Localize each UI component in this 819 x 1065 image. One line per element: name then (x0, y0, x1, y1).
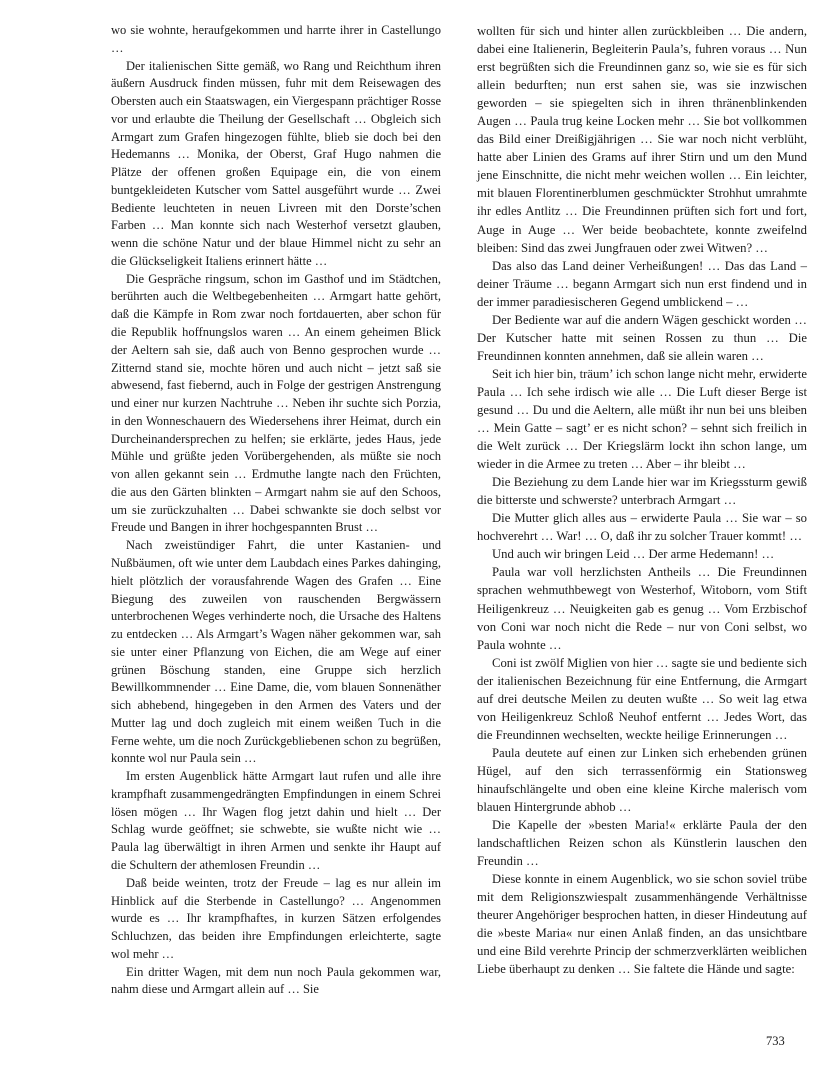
page-number: 733 (766, 1034, 785, 1048)
paragraph: Ein dritter Wagen, mit dem nun noch Paula gekommen war, nahm diese und Armgart allein auf … Sie (111, 964, 441, 997)
left-column (111, 22, 441, 999)
paragraph: Coni ist zwölf Miglien von hier … sagte sie und bediente sich der italienischen Bezeichnung für eine Entfernung, die Armgart auf drei deutsche Meilen zu deuten wußte … So weit lag etwa von Heiligenkreuz Schloß Neuhof entfernt … Jedes Wort, das die Freundinnen wechselten, weckte heilige Erinnerungen … (477, 655, 807, 742)
paragraph: wollten für sich und hinter allen zurückbleiben … Die andern, dabei eine Italienerin, Begleiterin Paula’s, fuhren voraus … Nun erst begrüßten sich die Freundinnen ganz so, wie sie es für sich allein bedurften; nun erst sahen sie, was sie inzwischen geworden – sie spiegelten sich in ihren thränenblinkenden Augen … Paula trug keine Locken mehr … Sie bot vollkommen das Bild einer Dreißigjährigen … Sie war noch nicht verblüht, hatte aber Linien des Grams auf ihrer Stirn und um den Mund jene Einschnitte, die nicht mehr weichen wollen … Ein leichter, mit blauen Florentinerblumen geschmückter Strohhut umrahmte ihr edles Antlitz … Die Freundinnen prüften sich fort und fort, Auge in Auge … Wer beide beobachtete, konnte zweifelnd bleiben: Sind das zwei Jungfrauen oder zwei Witwen? … (477, 24, 807, 255)
paragraph: Die Kapelle der »besten Maria!« erklärte Paula der den landschaftlichen Reizen schon als Künstlerin lauschen den Freundin … (477, 818, 807, 869)
paragraph: Die Beziehung zu dem Lande hier war im Kriegssturm gewiß die bitterste und schwerste? unterbrach Armgart … (477, 475, 807, 508)
paragraph: Daß beide weinten, trotz der Freude – lag es nur allein im Hinblick auf die Sterbende in Castellungo? … Angenommen wurde es … Ihr krampfhaftes, in kurzen Sätzen erfolgendes Schluchzen, das beiden ihre Empfindungen erleichterte, sagte wol mehr … (111, 875, 441, 961)
paragraph: Nach zweistündiger Fahrt, die unter Kastanien- und Nußbäumen, oft wie unter dem Laubdach eines Parkes dahinging, hielt plötzlich der vorausfahrende Wagen des Grafen … Eine Biegung des zuweilen von rauschenden Bergwässern unterbrochenen Weges verhinderte noch, die Ursache des Haltens zu entdecken … Als Armgart’s Wagen näher gekommen war, sah sie unter einer Pflanzung von Eichen, die am Wege auf einer grünen Böschung standen, eine Gruppe sich herzlich Bewillkommnender … Eine Dame, die, vom blauen Sonnenäther sich abhebend, hingegeben in den Armen des Vaters und der Mutter lag und doch zugleich mit einem weißen Tuch in die Ferne wehte, um die noch Zurückgebliebenen schon zu begrüßen, konnte wol nur Paula sein … (111, 538, 441, 766)
paragraph: Seit ich hier bin, träum’ ich schon lange nicht mehr, erwiderte Paula … Ich sehe irdisch wie alle … Die Luft dieser Berge ist gesund … Du und die Aeltern, alle müßt ihr nun bei uns bleiben … Mein Gatte – sagt’ er es nicht schon? – sehnt sich freilich in die Welt zurück … Der Kriegslärm lockt ihn schon lange, um wieder in die Armee zu treten … Aber – ihr bleibt … (477, 366, 807, 472)
paragraph: Der italienischen Sitte gemäß, wo Rang und Reichthum ihren äußern Ausdruck finden müssen, fuhr mit dem Reisewagen des Obersten auch ein Staatswagen, ein Viergespann prächtiger Rosse vor und erlaubte die Theilung der Gesellschaft … Obgleich sich Armgart zum Grafen hingezogen fühlte, blieb sie doch bei den Hedemanns … Monika, der Oberst, Graf Hugo nahmen die Plätze der offenen großen Equipage ein, die von einem buntgekleideten Kutscher vom Sattel ausgeführt wurde … Zwei Bediente leuchteten in neuen Livreen mit den Dorste’schen Farben … Man konnte sich nach Westerhof versetzt glauben, wenn die schöne Natur und der blaue Himmel nicht zu sehr an die Glückseligkeit Italiens erinnert hätte … (111, 58, 441, 268)
paragraph: Paula war voll herzlichsten Antheils … Die Freundinnen sprachen wehmuthbewegt von Westerhof, Witoborn, vom Stift Heiligenkreuz … Neuigkeiten gab es genug … Vom Erzbischof von Coni war noch nicht die Rede – nur von Coni selbst, wo Paula wohnte … (477, 565, 807, 652)
paragraph: Die Mutter glich alles aus – erwiderte Paula … Sie war – so hochverehrt … War! … O, daß ihr zu solcher Trauer kommt! … (477, 511, 807, 544)
paragraph: Paula deutete auf einen zur Linken sich erhebenden grünen Hügel, auf den sich terrassenförmig ein Stationsweg hinaufschlängelte und oben eine kleine Kirche malerisch vom blauen Hintergrunde abhob … (477, 745, 807, 815)
paragraph: Das also das Land deiner Verheißungen! … Das das Land – deiner Träume … begann Armgart sich nun erst findend und in der immer paradiesischeren Gegend umblickend – … (477, 258, 807, 309)
paragraph: Und auch wir bringen Leid … Der arme Hedemann! … (492, 547, 775, 562)
paragraph: Die Gespräche ringsum, schon im Gasthof und im Städtchen, berührten auch die Weltbegebenheiten … Armgart hatte gehört, daß die Kämpfe in Rom zwar noch fortdauerten, aber schon für die Republik hoffnungslos waren … An einem geheimen Blick der Aeltern sah sie, daß auch von Benno gesprochen wurde … Zitternd stand sie, mochte hören und auch nicht – jetzt saß sie abwesend, fast fiebernd, auch in Folge der gestrigen Anstrengung und einer nur kurzen Nachtruhe … Neben ihr suchte sich Porzia, in den Wonneschauern des Wiedersehens ihrer Heimat, durch ein Durcheinandersprechen zu helfen; sie erklärte, jedes Haus, jede Mühle und grüßte jeden Vorübergehenden, als müßte sie noch von allen gekannt sein … Erdmuthe langte nach den Früchten, die aus den Gärten blinkten – Armgart nahm sie auf den Schoos, um sie zurückzuhalten … Dabei schwankte sie doch selbst vor Freude und Bangen in ihrer hochgespannten Brust … (111, 271, 441, 535)
paragraph: wo sie wohnte, heraufgekommen und harrte ihrer in Castellungo … (111, 23, 441, 55)
paragraph: Der Bediente war auf die andern Wägen geschickt worden … Der Kutscher hatte mit seinen Rossen zu thun … Die Freundinnen konnten annehmen, daß sie allein waren … (477, 312, 807, 363)
paragraph: Im ersten Augenblick hätte Armgart laut rufen und alle ihre krampfhaft zusammengedrängten Empfindungen in einem Schrei lösen mögen … Ihr Wagen flog jetzt dahin und hielt … Der Schlag wurde geöffnet; sie schwebte, sie wußte nicht wie … Paula lag überwältigt in ihren Armen und senkte ihr Haupt auf die Schultern der athemlosen Freundin … (111, 769, 441, 872)
paragraph: Diese konnte in einem Augenblick, wo sie schon soviel trübe mit dem Religionszwiespalt zusammenhängende Verhältnisse theurer Angehöriger besprochen hatten, in dieser Hindeutung auf die »beste Maria« nur einen Anlaß finden, an das unsichtbare und eine Bild verehrte Princip der schmerzverklärten weiblichen Liebe überhaupt zu denken … Sie faltete die Hände und sagte: (477, 872, 807, 977)
right-column (477, 22, 807, 978)
